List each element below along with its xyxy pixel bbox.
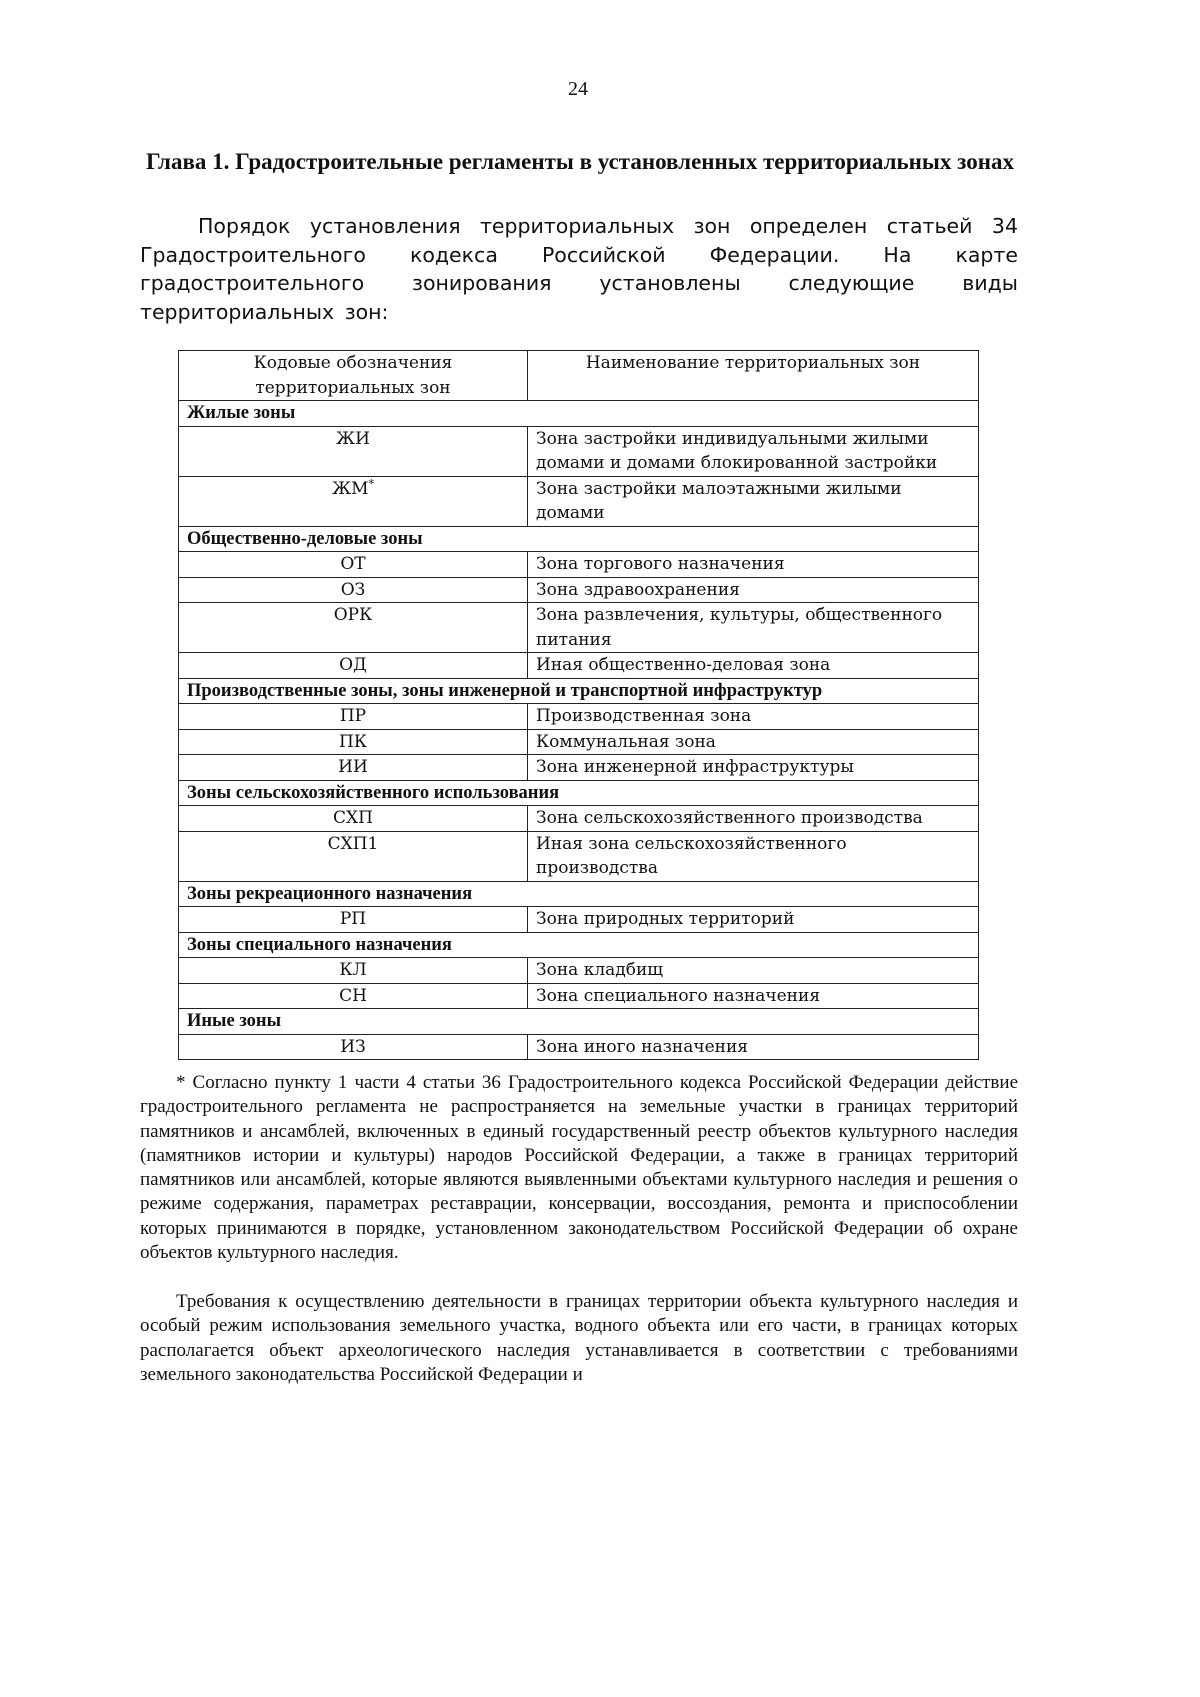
group-title: Производственные зоны, зоны инженерной и транспортной инфраструктур xyxy=(179,678,979,704)
zone-name: Зона застройки индивидуальными жилыми домами и домами блокированной застройки xyxy=(528,426,979,476)
zone-code xyxy=(179,476,528,526)
table-row xyxy=(179,603,979,653)
zone-code xyxy=(179,958,528,984)
zone-code-text: СХП1 xyxy=(327,833,379,854)
table-row xyxy=(179,831,979,881)
table-row xyxy=(179,907,979,933)
zone-code-text: ЖИ xyxy=(336,428,370,449)
zone-code xyxy=(179,983,528,1009)
group-title: Зоны специального назначения xyxy=(179,932,979,958)
footnote-paragraph: * Согласно пункту 1 части 4 статьи 36 Градостроительного кодекса Российской Федерации действие градостроительного регламента не распространяется на земельные участки в границах территорий памятников и ансамблей, включенных в единый государственный реестр объектов культурного наследия (памятников истории и культуры) народов Российской Федерации, а также в границах территорий памятников или ансамблей, которые являются выявленными объектами культурного наследия и решения о режиме содержания, параметрах реставрации, консервации, воссоздания, ремонта и приспособлении которых принимаются в порядке, установленном законодательством Российской Федерации об охране объектов культурного наследия. xyxy=(140,1072,1018,1264)
table-row xyxy=(179,577,979,603)
zone-code-text: ИИ xyxy=(338,757,368,777)
footnote-mark: * xyxy=(368,476,374,490)
zone-code xyxy=(179,907,528,933)
group-row xyxy=(179,932,979,958)
zone-name: Иная зона сельскохозяйственного производства xyxy=(528,831,979,881)
table-row xyxy=(179,958,979,984)
zone-code-text: СН xyxy=(339,985,367,1006)
header-name: Наименование территориальных зон xyxy=(528,351,979,401)
zones-table xyxy=(178,350,979,1060)
table-row xyxy=(179,704,979,730)
zone-code-text: ОТ xyxy=(340,554,366,574)
group-title: Зоны рекреационного назначения xyxy=(179,881,979,907)
zone-code-text: ОД xyxy=(339,655,367,675)
page-number: 24 xyxy=(568,78,588,100)
zone-name: Зона иного назначения xyxy=(528,1034,979,1060)
group-row xyxy=(179,780,979,806)
zone-name: Производственная зона xyxy=(528,704,979,730)
header-code: Кодовые обозначения территориальных зон xyxy=(179,351,528,401)
zone-name: Зона застройки малоэтажными жилыми домами xyxy=(528,476,979,526)
zone-code-text: РП xyxy=(339,909,367,929)
zone-name: Зона развлечения, культуры, общественного питания xyxy=(528,603,979,653)
zone-name: Зона кладбищ xyxy=(528,958,979,984)
chapter-title: Глава 1. Градостроительные регламенты в установленных территориальных зонах xyxy=(146,149,1014,174)
zone-code-text: ОЗ xyxy=(340,579,366,600)
zone-name: Зона торгового назначения xyxy=(528,552,979,578)
zone-code-text: ОРК xyxy=(333,605,373,625)
zone-code xyxy=(179,603,528,653)
zone-name: Зона специального назначения xyxy=(528,983,979,1009)
zone-code xyxy=(179,755,528,781)
zone-name: Зона здравоохранения xyxy=(528,577,979,603)
zone-code-text: ПК xyxy=(339,731,367,752)
zone-code-text: ЖМ xyxy=(331,478,369,499)
zone-code xyxy=(179,552,528,578)
group-title: Жилые зоны xyxy=(179,401,979,427)
zone-name: Зона природных территорий xyxy=(528,907,979,933)
table-row xyxy=(179,806,979,832)
group-row xyxy=(179,678,979,704)
group-row xyxy=(179,401,979,427)
group-title: Общественно-деловые зоны xyxy=(179,526,979,552)
group-title: Зоны сельскохозяйственного использования xyxy=(179,780,979,806)
zone-name: Зона инженерной инфраструктуры xyxy=(528,755,979,781)
table-row xyxy=(179,983,979,1009)
zone-code-text: ИЗ xyxy=(340,1036,366,1057)
zone-code-text: КЛ xyxy=(339,960,367,980)
zone-name: Зона сельскохозяйственного производства xyxy=(528,806,979,832)
table-row xyxy=(179,426,979,476)
table-row xyxy=(179,653,979,679)
zone-name: Коммунальная зона xyxy=(528,729,979,755)
requirements-paragraph: Требования к осуществлению деятельности в границах территории объекта культурного наследия и особый режим использования земельного участка, водного объекта или его части, в границах которых располагается объект археологического наследия устанавливается в соответствии с требованиями земельного законодательства Российской Федерации и xyxy=(140,1291,1018,1385)
group-row xyxy=(179,526,979,552)
zone-code xyxy=(179,806,528,832)
zone-code xyxy=(179,729,528,755)
group-row xyxy=(179,881,979,907)
zone-code xyxy=(179,704,528,730)
table-row xyxy=(179,755,979,781)
zone-code-text: ПР xyxy=(339,706,367,726)
table-row xyxy=(179,729,979,755)
table-row xyxy=(179,1034,979,1060)
zone-code xyxy=(179,426,528,476)
group-title: Иные зоны xyxy=(179,1009,979,1035)
zone-code xyxy=(179,1034,528,1060)
zone-code xyxy=(179,831,528,881)
zone-code xyxy=(179,577,528,603)
zone-code-text: СХП xyxy=(333,808,373,828)
group-row xyxy=(179,1009,979,1035)
zone-name: Иная общественно-деловая зона xyxy=(528,653,979,679)
zone-code xyxy=(179,653,528,679)
table-row xyxy=(179,552,979,578)
intro-paragraph: Порядок установления территориальных зон определен статьей 34 Градостроительного кодекса Российской Федерации. На карте градостроительного зонирования установлены следующие виды территориальных зон: xyxy=(140,214,1018,324)
table-row xyxy=(179,476,979,526)
table-header-row xyxy=(179,351,979,401)
